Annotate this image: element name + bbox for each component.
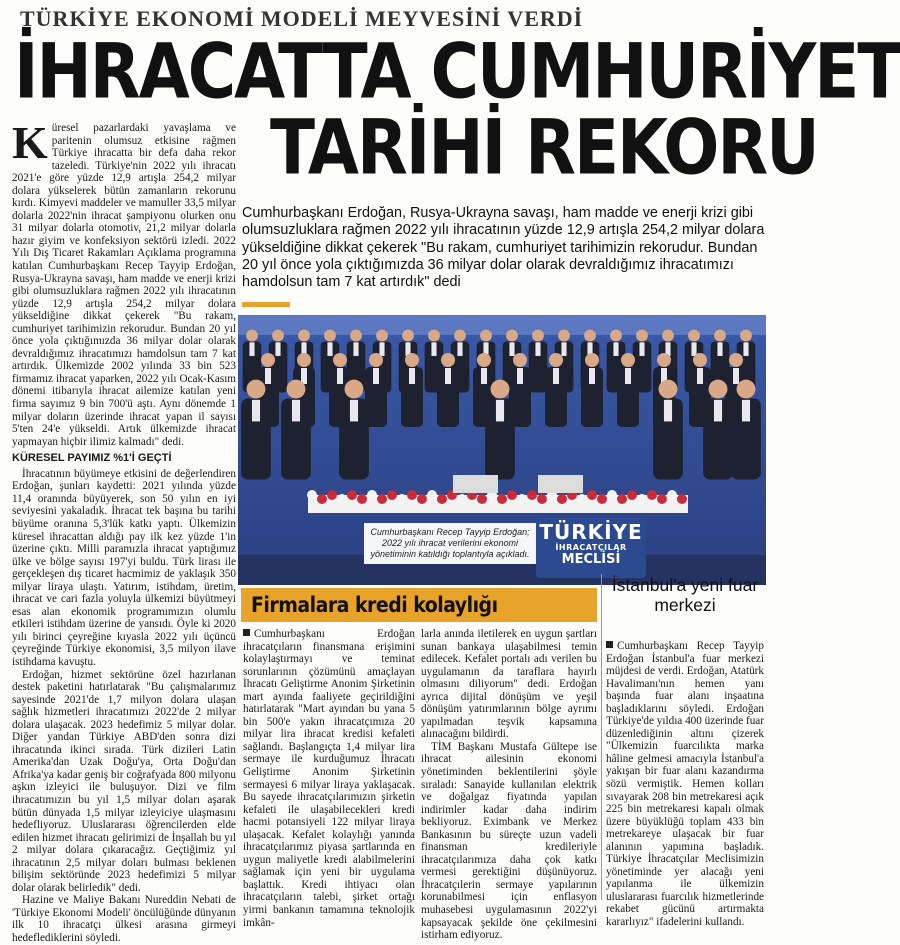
flower-mark: [407, 490, 417, 500]
left-subhead: KÜRESEL PAYIMIZ %1'İ GEÇTİ: [12, 452, 172, 465]
left-column: [12, 117, 236, 945]
flower-mark: [637, 494, 647, 504]
banner-line-3: MECLİSİ: [561, 552, 621, 567]
left-paragraph-1: üresel pazarlardaki yavaşlama ve paritenin olumsuz etkisine rağmen Türkiye ihracatta bir defa daha rekor tazeledi. Türkiye'nin 2022 yılı ihracatı 2021'e göre yüzde 12,9 artışla 254,2 milyar dolara yükselerek bütün zamanların rekorunu kırdı. Kimyevi maddeler ve mamuller 33,5 milyar dolarla 2022'nin ihracat şampiyonu olurken onu 31 milyar dolarla otomotiv, 21,2 milyar dolarla hazır giyim ve konfeksiyon sektörü izledi. 2022 Yılı Dış Ticaret Rakamları Açıklama programına katılan Cumhurbaşkanı Recep Tayyip Erdoğan, Rusya-Ukrayna savaşı, ham madde ve enerji krizi gibi olumsuzluklara rağmen 2022 yılı ihracatının yüzde 12,9 artışla 254,2 milyar dolara yükseldiğine dikkat çekerek "Bu rakam, cumhuriyet tarihimizin rekorudur. Bundan 20 yıl önce yola çıktığımızda 36 milyar dolar olarak devraldığımız ihracatımızı hamdolsun tam 7 kat artırdık. Ülkemizde 2002 yılında 33 bin 523 firmamız ihracat yaparken, 2022 yılı Ocak-Kasım dönemi itibarıyla ihracat ailemize katılan yeni firma sayımız 9 bin 700'ü aştı. Aynı dönemde 1 milyar doların üzerinde ihracat yapan il sayısı 5'ten 24'e yükseldi. Artık ülkemizde ihracat yapmayan hiçbir ilimiz kalmadı" dedi.: [12, 122, 236, 448]
drop-cap: K: [12, 117, 48, 168]
flower-mark: [317, 494, 327, 504]
banner-line-1: TÜRKİYE: [539, 520, 643, 544]
flower-mark: [647, 490, 657, 500]
flower-mark: [667, 490, 677, 500]
box-title: Firmalara kredi kolaylığı: [241, 588, 597, 622]
flower-mark: [337, 494, 347, 504]
photo-caption: Cumhurbaşkanı Recep Tayyip Erdoğan; 2022 yılı ihracat verilerini ekonomi yönetiminin katıldığı toplantıyla açıkladı.: [364, 523, 536, 564]
left-paragraph-2: İhracatının büyümeye etkisini de değerlendiren Erdoğan, şunları kaydetti: 2021 yılında yüzde 11,4 oranında büyüyerek, son 50 yılın en iyi seviyesini yakaladık. İhracat tek başına bu tarihi büyüme oranına 5,3'lük katkı yaptı. Ülkemizin küresel ihracattan aldığı pay ilk kez yüzde 1'in üzerine çıktı. Milli paramızla ihracat yaptığımız ülke ve bölge sayısı 197'yi buldu. Türk lirası ile gerçekleşen dış ticaret hacmimiz de yaklaşık 350 milyar liraya ulaştı. Yatırım, istihdam, üretim, ihracat ve cari fazla yoluyla ülkemizi büyütmeyi esas alan ekonomik programımızın olumlu etkileri istihdam üzerine de yansıdı. Öyle ki 2020 yılı birinci çeyreğine kıyasla 2022 yılı üçüncü çeyreğinde Türkiye ekonomisi, 3,5 milyon ilave istihdama kavuştu.: [12, 467, 236, 668]
kicker: TÜRKİYE EKONOMİ MODELİ MEYVESİNİ VERDİ: [20, 6, 584, 31]
bullet-square-icon: [606, 641, 613, 648]
accent-rule: [242, 302, 290, 307]
sidebar-column: [606, 640, 764, 929]
sidebar-title: İstanbul'a yeni fuar merkezi: [611, 575, 759, 615]
sidebar-text: Cumhurbaşkanı Recep Tayyip Erdoğan İstanbul'a fuar merkezi müjdesi de verdi. Erdoğan, Atatürk Havalimanı'nın hemen yanı başında fuar alanı inşaatına başladıklarını söyledi. Erdoğan Türkiye'de yıldıa 400 üzerinde fuar düzenlediğinin altını çizerek "Ülkemizin fuarcılıkta marka hâline gelmesi amacıyla İstanbul'a yakışan bir fuar alanı kazandırma sözü vermiştik. Hemen kolları sıvayarak 208 bin metrekaresi açık 225 bin metrekaresi kapalı olmak üzere büyüklüğü toplam 433 bin metrekareye ulaşacak bir fuar alanının yapımına başladık. Türkiye İhracatçılar Meclisimizin yönetiminde yer alacağı yeni yapılanma ile ülkemizin uluslararası fuarcılık hizmetlerinde rekabet gücünü artırmakta kararlıyız" ifadelerini kullandı.: [606, 640, 764, 929]
flower-mark: [507, 490, 517, 500]
flower-mark: [497, 494, 507, 504]
flower-mark: [387, 490, 397, 500]
flower-mark: [627, 490, 637, 500]
banner-line-2: İHRACATÇILAR: [555, 543, 627, 552]
flower-mark: [607, 490, 617, 500]
flower-mark: [327, 490, 337, 500]
bullet-square-icon: [243, 629, 250, 636]
flower-mark: [367, 490, 377, 500]
tim-banner: [536, 518, 646, 578]
flower-mark: [427, 490, 437, 500]
headline-line-1: İHRACATTA CUMHURİYET: [14, 27, 900, 116]
flower-mark: [417, 494, 427, 504]
flower-mark: [527, 490, 537, 500]
flower-mark: [677, 494, 687, 504]
flower-mark: [377, 494, 387, 504]
headline-line-2: TARİHİ REKORU: [270, 103, 818, 192]
box-col2-text: larla anında iletilerek en uygun şartları sunan bankaya ulaşabilmesi temin edilecek. Kefalet portalı adı verilen bu uygulamanın da taraflara hayırlı olmasını diliyorum" dedi. Erdoğan ayrıca dijital dönüşüm ve yeşil dönüşüm yatırımlarının bölge ayrımı yapılmadan teşvik kapsamına alınacağını bildirdi.: [421, 628, 597, 741]
flower-mark: [357, 494, 367, 504]
flower-mark: [597, 494, 607, 504]
flower-mark: [457, 494, 467, 504]
flower-mark: [347, 490, 357, 500]
flower-mark: [617, 494, 627, 504]
flower-mark: [517, 494, 527, 504]
flower-mark: [477, 494, 487, 504]
flower-mark: [537, 494, 547, 504]
box-column-2: [421, 628, 597, 942]
summary-lead: Cumhurbaşkanı Erdoğan, Rusya-Ukrayna savaşı, ham madde ve enerji krizi gibi olumsuzluklara rağmen 2022 yılı ihracatının yüzde 12,9 artışla 254,2 milyar dolara yükseldiğine dikkat çekerek "Bu rakam, cumhuriyet tarihimizin rekorudur. Bundan 20 yıl önce yola çıktığımızda 36 milyar dolar olarak devraldığımız ihracatımızı hamdolsun tam 7 kat artırdık" dedi: [242, 205, 765, 291]
box-col2b-text: TİM Başkanı Mustafa Gültepe ise ihracat ailesinin ekonomi yönetiminden beklentilerini şöyle sıraladı: Sanayide kullanılan elektrik ve doğalgaz fiyatında yapılan indirimler kadar daha indirim bekliyoruz. Eximbank ve Merkez Bankasının bu süreçte uzun vadeli finansman kredileriyle ihracatçılarımıza daha çok katkı vermesi gerektiğini düşünüyoruz. İhracatçılerin sermaye yapılarının korunabilmesi için enflasyon muhasebesi uygulamasının 2022'yi kapsayacak şekilde öne çekilmesini istirham ediyoruz.: [421, 740, 597, 942]
flower-mark: [577, 494, 587, 504]
flower-mark: [437, 494, 447, 504]
column-divider: [601, 574, 602, 900]
flower-mark: [397, 494, 407, 504]
box-column-1: [243, 628, 415, 929]
left-paragraph-3: Erdoğan, hizmet sektörüne özel hazırlanan destek paketini hatırlatarak "Bu çalışmalarımız sayesinde 2021'de 1,7 milyon dolara ulaşan sağlık hizmetleri ihracatımızı 2022'de 2 milyar dolara ulaşacak. 2023 hedefimiz 5 milyar dolar. Diğer yandan Türkiye ABD'den sonra dizi ihracatında ikinci sırada. Türk dizileri Latin Amerika'dan Uzak Doğu'ya, Orta Doğu'dan Afrika'ya kadar geniş bir coğrafyada 800 milyonu aşkın izleyici ile buluşuyor. Dizi ve film ihracatımızın bu yıl 1,5 milyar doları aşarak bütün dünyada 1,5 milyar izleyiciye ulaşmasını hedefliyoruz. Uluslararası öğrencilerden elde edilen hizmet ihracatı gelirimizi de İnşallah bu yıl 2 milyar dolara çıkaracağız. Geçtiğimiz yıl ihracatının 2,5 milyar doları bulması beklenen bilişim sektöründe 2023 hedefimizi 5 milyar dolar olarak belirledik" dedi.: [12, 668, 236, 894]
left-paragraph-4: Hazine ve Maliye Bakanı Nureddin Nebati de 'Türkiye Ekonomi Modeli' öncülüğünde dünyanın ilk 10 ihracatçı ülkesi arasına girmeyi hedeflediklerini söyledi.: [12, 894, 236, 944]
flower-mark: [557, 494, 567, 504]
flower-mark: [307, 490, 317, 500]
flower-mark: [657, 494, 667, 504]
box-col1-text: Cumhurbaşkanı Erdoğan ihracatçıların finansmana erişimini kolaylaştırmayı ve teminat sorunlarının çözümünü amaçlayan İhracatı Geliştirme Anonim Şirketinin mart ayında faaliyete geçirildiğini hatırlatarak "Mart ayından bu yana 5 bin 500'e yakın ihracatçımıza 20 milyar lira ihracat kredisi kefaleti sağlandı. Başlangıçta 1,4 milyar lira sermaye ile kurduğumuz İhracatı Geliştirme Anonim Şirketinin sermayesi 6 milyar liraya yaklaşacak. Bu sayede ihracatçılarımızın şirketin kefaleti ile ulaşabilecekleri kredi hacmi potansiyeli 122 milyar liraya ulaşacak. Kefalet kolaylığı yanında ihracatçılarımız piyasa şartlarında en uygun maliyetle kredi alabilmelerini sağlamak için yeni bir uygulama başlattık. Kredi ihtiyacı olan ihracatçıların talebi, şirket ortağı yirmi bankanın tamamına teknolojik imkân-: [243, 628, 415, 929]
flower-mark: [587, 490, 597, 500]
